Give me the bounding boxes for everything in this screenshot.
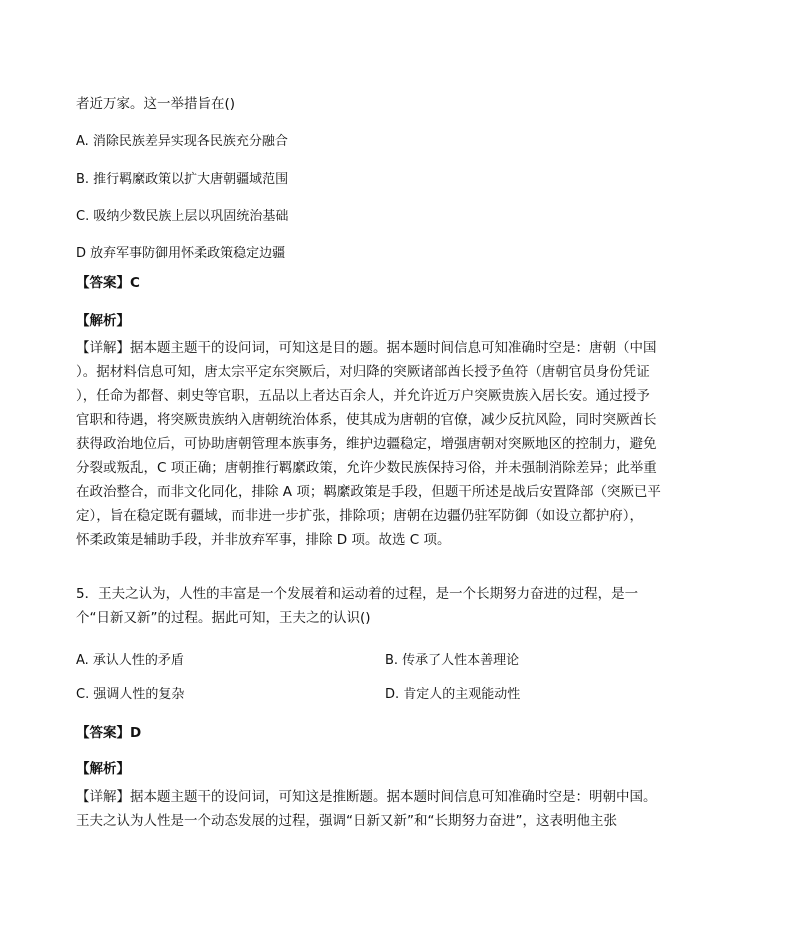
q5-stem [76, 582, 676, 630]
q4-stem-tail: 者近万家。这一举措旨在() [76, 96, 236, 112]
q4-detail-line: 【详解】据本题主题干的设问词，可知这是目的题。据本题时间信息可知准确时空是：唐朝（中国 [76, 340, 657, 356]
q4-detail-line: ）。据材料信息可知，唐太宗平定东突厥后，对归降的突厥诸部酋长授予鱼符（唐朝官员身份凭证 [76, 364, 650, 380]
q4-detail-line: 定），旨在稳定既有疆域，而非进一步扩张，排除项；唐朝在边疆仍驻军防御（如设立都护府）， [76, 508, 643, 524]
q4-answer [76, 273, 140, 293]
q4-detail-line: ），任命为都督、刺史等官职，五品以上者达百余人，并允许近万户突厥贵族入居长安。通过授予 [76, 388, 650, 404]
q5-stem-line: 5．王夫之认为，人性的丰富是一个发展着和运动着的过程，是一个长期努力奋进的过程，是一 [76, 586, 639, 602]
q4-answer-value: C [130, 275, 140, 291]
q5-detail-line: 【详解】据本题主题干的设问词，可知这是推断题。据本题时间信息可知准确时空是：明朝中国。 [76, 789, 657, 805]
q4-option-b: B. 推行羁縻政策以扩大唐朝疆域范围 [76, 172, 289, 187]
q4-detail-line: 怀柔政策是辅助手段，并非放弃军事，排除 D 项。故选 C 项。 [76, 532, 451, 548]
q4-detail-line: 官职和待遇，将突厥贵族纳入唐朝统治体系，使其成为唐朝的官僚，减少反抗风险，同时突厥酋长 [76, 412, 657, 428]
q5-detail [76, 785, 676, 833]
q5-option-c: C. 强调人性的复杂 [76, 687, 185, 702]
q4-detail-line: 分裂或叛乱，C 项正确；唐朝推行羁縻政策，允许少数民族保持习俗，并未强制消除差异；此举重 [76, 460, 657, 476]
q4-detail [76, 336, 676, 552]
q4-detail-line: 在政治整合，而非文化同化，排除 A 项；羁縻政策是手段，但题干所述是战后安置降部（突厥已平 [76, 484, 661, 500]
q4-option-c: C. 吸纳少数民族上层以巩固统治基础 [76, 209, 289, 224]
q5-answer-tag: 【答案】 [76, 725, 130, 741]
q5-detail-line: 王夫之认为人性是一个动态发展的过程，强调“日新又新”和“长期努力奋进”，这表明他主张 [76, 813, 617, 829]
q4-detail-line: 获得政治地位后，可协助唐朝管理本族事务，维护边疆稳定，增强唐朝对突厥地区的控制力，避免 [76, 436, 657, 452]
q5-option-d: D. 肯定人的主观能动性 [385, 687, 521, 702]
q4-analysis-tag: 【解析】 [76, 313, 130, 329]
q4-option-d: D 放弃军事防御用怀柔政策稳定边疆 [76, 246, 286, 261]
q5-analysis-tag: 【解析】 [76, 761, 130, 777]
q4-answer-tag: 【答案】 [76, 275, 130, 291]
q5-option-b: B. 传承了人性本善理论 [385, 653, 520, 668]
q5-option-a: A. 承认人性的矛盾 [76, 653, 184, 668]
q5-answer-value: D [130, 725, 142, 741]
q4-option-a: A. 消除民族差异实现各民族充分融合 [76, 134, 288, 149]
q5-answer [76, 723, 141, 743]
q5-stem-line: 个“日新又新”的过程。据此可知，王夫之的认识() [76, 610, 371, 626]
